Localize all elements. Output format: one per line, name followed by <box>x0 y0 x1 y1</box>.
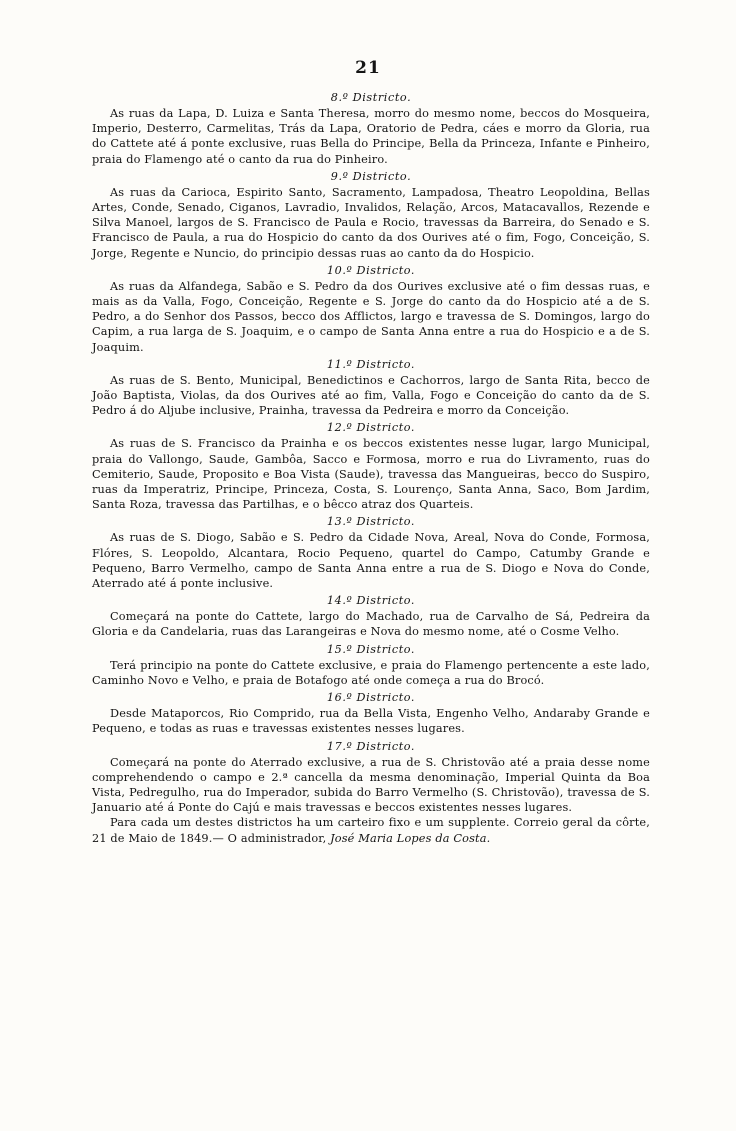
heading-district-8: 8.º Districto. <box>330 91 412 104</box>
text-district-10: As ruas da Alfandega, Sabão e S. Pedro da dos Ourives exclusive até o fim dessas ruas, e mais as da Valla, Fogo, Conceição, Regente e S. Jorge do canto da do Hospicio até a de S. Pedro, a do Senhor dos Passos, becco dos Afflictos, largo e travessa de S. Domingos, largo do Capim, a rua larga de S. Joaquim, e o campo de Santa Anna entre a rua do Hospicio e a de S. Joaquim. <box>92 279 650 354</box>
text-district-13: As ruas de S. Diogo, Sabão e S. Pedro da Cidade Nova, Areal, Nova do Conde, Formosa, Flóres, S. Leopoldo, Alcantara, Rocio Pequeno, quartel do Campo, Catumby Grande e Pequeno, Barro Vermelho, campo de Santa Anna entre a rua de S. Diogo e Nova do Conde, Aterrado até á ponte inclusive. <box>92 531 650 591</box>
text-district-8: As ruas da Lapa, D. Luiza e Santa Theresa, morro do mesmo nome, beccos do Mosqueira, Imperio, Desterro, Carmelitas, Trás da Lapa, Oratorio de Pedra, cáes e morro da Gloria, rua do Cattete até á ponte exclusive, ruas Bella do Principe, Bella da Princeza, Infante e Pinheiro, praia do Flamengo até o canto da rua do Pinheiro. <box>92 107 650 166</box>
text-district-9: As ruas da Carioca, Espirito Santo, Sacramento, Lampadosa, Theatro Leopoldina, Bellas Artes, Conde, Senado, Ciganos, Lavradio, Invalidos, Relação, Arcos, Matacavallos, Rezende e Silva Manoel, largos de S. Francisco de Paula e Rocio, travessas da Barreira, do Senado e S. Francisco de Paula, a rua do Hospicio do canto da dos Ourives até o fim, Fogo, Conceição, S. Jorge, Regente e Nuncio, do principio dessas ruas ao canto da do Hospicio. <box>92 185 650 260</box>
text-district-16: Desde Mataporcos, Rio Comprido, rua da Bella Vista, Engenho Velho, Andaraby Grande e Pequeno, e todas as ruas e travessas existentes nesses lugares. <box>92 707 650 736</box>
heading-district-12: 12.º Districto. <box>326 421 416 435</box>
text-district-17: Começará na ponte do Aterrado exclusive, a rua de S. Christovão até a praia desse nome comprehendendo o campo e 2.ª cancella da mesma denominação, Imperial Quinta da Boa Vista, Pedregulho, rua do Imperador, subida do Barro Vermelho (S. Christovão), travessa de S. Januario até á Ponte do Cajú e mais travessas e beccos existentes nesses lugares. <box>92 755 650 815</box>
text-district-14: Começará na ponte do Cattete, largo do Machado, rua de Carvalho de Sá, Pedreira da Gloria e da Candelaria, ruas das Larangeiras e Nova do mesmo nome, até o Cosme Velho. <box>92 610 650 639</box>
heading-district-11: 11.º Districto. <box>326 357 416 371</box>
text-district-11: As ruas de S. Bento, Municipal, Benedictinos e Cachorros, largo de Santa Rita, becco de João Baptista, Violas, da dos Ourives até ao fim, Valla, Fogo e Conceição do canto da de S. Pedro á do Aljube inclusive, Prainha, travessa da Pedreira e morro da Conceição. <box>92 373 650 418</box>
page-content <box>92 88 650 846</box>
signature: José Maria Lopes da Costa. <box>330 831 491 845</box>
heading-district-16: 16.º Districto. <box>326 691 416 705</box>
heading-district-17: 17.º Districto. <box>326 739 416 753</box>
heading-district-10: 10.º Districto. <box>326 263 416 277</box>
heading-district-14: 14.º Districto. <box>326 594 416 608</box>
closing-paragraph <box>92 815 650 845</box>
heading-district-9: 9.º Districto. <box>330 169 412 183</box>
text-district-15: Terá principio na ponte do Cattete exclusive, e praia do Flamengo pertencente a este lado, Caminho Novo e Velho, e praia de Botafogo até onde começa a rua do Brocó. <box>92 658 650 687</box>
closing-text: Para cada um destes districtos ha um carteiro fixo e um supplente. Correio geral da côrte, 21 de Maio de 1849.— O administrador, <box>92 816 650 845</box>
page-number: 21 <box>355 58 381 78</box>
heading-district-13: 13.º Districto. <box>326 515 416 529</box>
text-district-12: As ruas de S. Francisco da Prainha e os beccos existentes nesse lugar, largo Municipal, praia do Vallongo, Saude, Gambôa, Sacco e Formosa, morro e rua do Livramento, ruas do Cemiterio, Saude, Proposito e Boa Vista (Saude), travessa das Mangueiras, becco do Suspiro, ruas da Imperatriz, Principe, Princeza, Costa, S. Lourenço, Santa Anna, Saco, Bom Jardim, Santa Roza, travessa das Partilhas, e o bêcco atraz dos Quarteis. <box>92 437 650 512</box>
heading-district-15: 15.º Districto. <box>326 642 416 656</box>
